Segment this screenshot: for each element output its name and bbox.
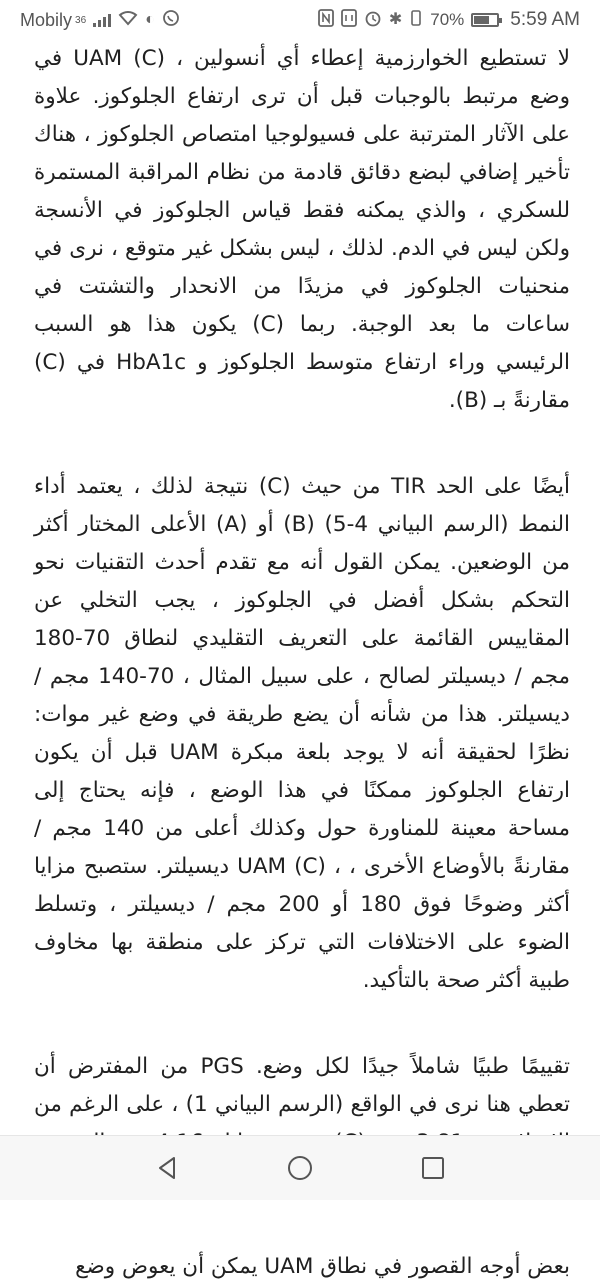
article-paragraph: لا تستطيع الخوارزمية إعطاء أي أنسولين ، UAM (C) في وضع مرتبط بالوجبات قبل أن ترى ارتفاع الجلوكوز. علاوة على الآثار المترتبة على فسيولوجيا امتصاص الجلوكوز ، هناك تأخير إضافي لبضع دقائق قادمة من نظام المراقبة المستمرة للسكري ، والذي يمكنه فقط قياس الجلوكوز في الأنسجة ولكن ليس في الدم. لذلك ، ليس بشكل غير متوقع ، نرى في منحنيات الجلوكوز في مزيدًا من الانحدار والتشتت في ساعات ما بعد الوجبة. ربما (C) يكون هذا هو السبب الرئيسي وراء ارتفاع متوسط الجلوكوز و HbA1c في (C) مقارنةً بـ (B). (34, 46, 570, 413)
battery-percentage: 70% (430, 10, 465, 29)
signal-icon (93, 13, 111, 27)
article-paragraph: أيضًا على الحد TIR من حيث (C) نتيجة لذلك ، يعتمد أداء النمط (الرسم البياني 4-5) (B) أو (A) الأعلى المختار أكثر من الوضعين. يمكن القول أنه مع تقدم أحدث التقنيات نحو التحكم بشكل أفضل في الجلوكوز ، يجب التخلي عن المقاييس القائمة على التعريف التقليدي لنطاق 70-180 مجم / ديسيلتر لصالح ، على سبيل المثال ، 70-140 مجم / ديسيلتر. هذا من شأنه أن يضع طريقة في وضع غير موات: نظرًا لحقيقة أنه لا يوجد بلعة مبكرة UAM قبل أن يكون ارتفاع الجلوكوز ممكنًا في هذا الوضع ، فإنه يحتاج إلى مساحة معينة للمناورة حول وكذلك أعلى من 140 مجم / مقارنةً بالأوضاع الأخرى ، ، UAM (C) ديسيلتر. ستصبح مزايا أكثر وضوحًا فوق 180 أو 200 مجم / ديسيلتر ، وتسلط الضوء على الاختلافات التي تركز على منطقة بها مخاوف طبية أكثر صحة بالتأكيد. (34, 474, 571, 993)
article-content[interactable] (0, 40, 600, 1279)
recents-icon (421, 1156, 445, 1180)
status-bar (0, 0, 600, 40)
carrier-name: Mobily (20, 9, 73, 30)
home-icon (286, 1154, 314, 1182)
whatsapp-icon (162, 9, 180, 32)
battery-level-fill (474, 16, 489, 24)
wifi-icon (118, 10, 138, 31)
bluetooth-icon: ✱ (388, 11, 403, 28)
article-paragraph: تقييمًا طبيًا شاملاً جيدًا لكل وضع. PGS من المفترض أن تعطي هنا نرى في الواقع (الرسم البياني 1) ، على الرغم من (34, 1054, 571, 1117)
article-paragraph: بعض أوجه القصور في نطاق UAM يمكن أن يعوض وضع (75, 1254, 570, 1279)
status-bar-right (318, 9, 580, 32)
clock: 5:59 AM (510, 9, 580, 30)
status-bar-left (20, 9, 180, 32)
navigation-bar (0, 1135, 600, 1200)
network-type-label: 36 (75, 14, 87, 26)
vibrate-icon (409, 9, 423, 32)
battery-icon (471, 13, 499, 27)
nfc-icon (341, 9, 357, 32)
data-saver-icon: ◐ (145, 11, 155, 28)
alarm-icon (364, 9, 382, 32)
back-icon (155, 1155, 179, 1181)
home-button[interactable] (280, 1148, 320, 1188)
recents-button[interactable] (413, 1148, 453, 1188)
back-button[interactable] (147, 1148, 187, 1188)
notification-n-icon (318, 9, 334, 32)
